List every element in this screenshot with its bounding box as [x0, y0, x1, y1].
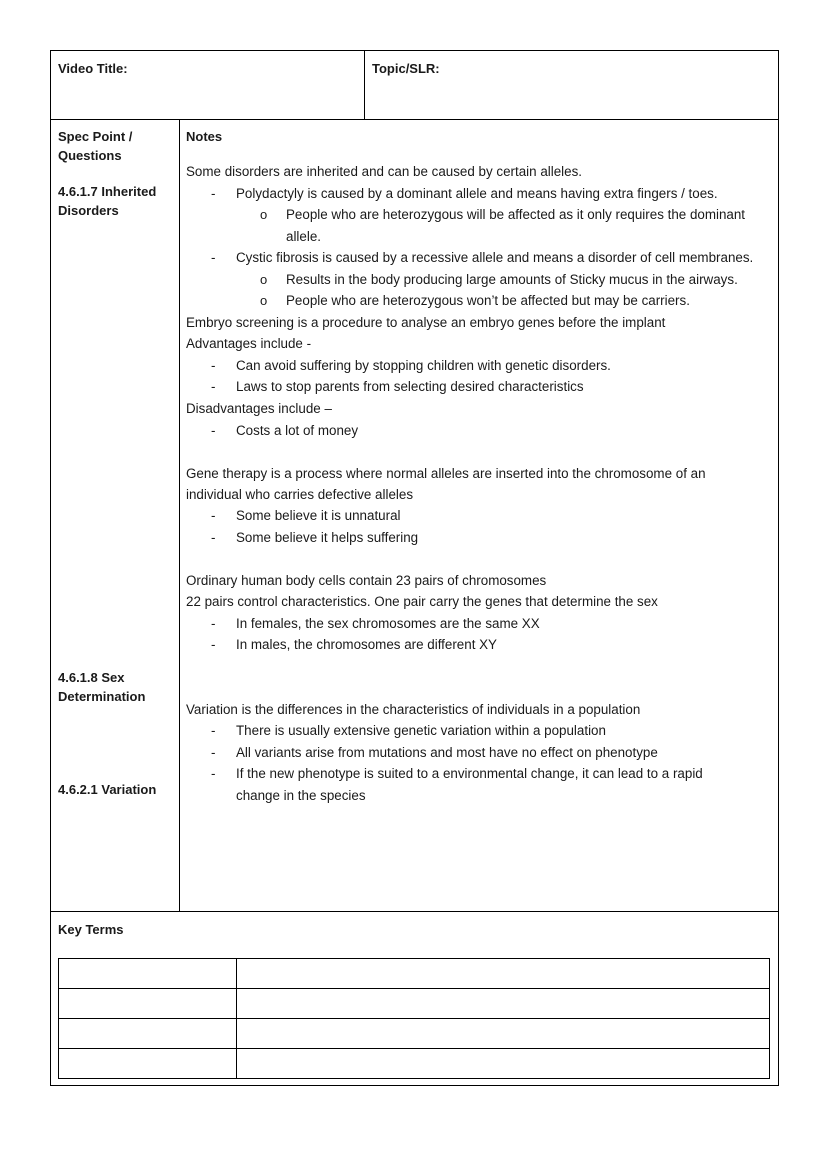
- circle-bullet: o: [260, 207, 268, 222]
- note-line: allele.: [286, 229, 321, 244]
- dash-bullet: -: [211, 186, 216, 201]
- note-line: Variation is the differences in the characteristics of individuals in a population: [186, 702, 641, 717]
- dash-bullet: -: [211, 508, 216, 523]
- note-line: If the new phenotype is suited to a environmental change, it can lead to a rapid: [236, 766, 703, 781]
- dash-bullet: -: [211, 358, 216, 373]
- key-term-cell[interactable]: [59, 1019, 237, 1049]
- definition-cell[interactable]: [237, 989, 770, 1019]
- note-line: Laws to stop parents from selecting desired characteristics: [236, 379, 584, 394]
- definition-cell[interactable]: [237, 1049, 770, 1079]
- note-line: Cystic fibrosis is caused by a recessive allele and means a disorder of cell membranes.: [236, 250, 754, 265]
- key-terms-table: [58, 958, 770, 1079]
- header-row: [51, 51, 778, 120]
- spec-point-heading: Spec Point / Questions: [58, 129, 133, 163]
- note-line: Costs a lot of money: [236, 423, 359, 438]
- spec-point-variation: 4.6.2.1 Variation: [58, 782, 157, 797]
- note-line: Some believe it is unnatural: [236, 508, 401, 523]
- dash-bullet: -: [211, 745, 216, 760]
- note-line: Ordinary human body cells contain 23 pairs of chromosomes: [186, 573, 547, 588]
- dash-bullet: -: [211, 423, 216, 438]
- note-line: Can avoid suffering by stopping children with genetic disorders.: [236, 358, 611, 373]
- note-line: Embryo screening is a procedure to analyse an embryo genes before the implant: [186, 315, 666, 330]
- table-row: [59, 989, 770, 1019]
- note-line: Some believe it helps suffering: [236, 530, 419, 545]
- worksheet-frame: [50, 50, 779, 1086]
- note-line: Polydactyly is caused by a dominant allele and means having extra fingers / toes.: [236, 186, 718, 201]
- key-terms-section: [51, 911, 778, 1087]
- definition-cell[interactable]: [237, 959, 770, 989]
- note-line: Advantages include -: [186, 336, 312, 351]
- note-line: In females, the sex chromosomes are the same XX: [236, 616, 540, 631]
- note-line: People who are heterozygous will be affected as it only requires the dominant: [286, 207, 746, 222]
- note-line: People who are heterozygous won’t be affected but may be carriers.: [286, 293, 690, 308]
- dash-bullet: -: [211, 530, 216, 545]
- note-line: individual who carries defective alleles: [186, 487, 414, 502]
- table-row: [59, 1019, 770, 1049]
- notes-heading: Notes: [186, 129, 223, 144]
- note-line: Disadvantages include –: [186, 401, 332, 416]
- table-row: [59, 959, 770, 989]
- topic-label: Topic/SLR:: [372, 61, 440, 76]
- note-line: There is usually extensive genetic variation within a population: [236, 723, 606, 738]
- note-line: 22 pairs control characteristics. One pair carry the genes that determine the sex: [186, 594, 658, 609]
- note-line: All variants arise from mutations and most have no effect on phenotype: [236, 745, 658, 760]
- table-row: [59, 1049, 770, 1079]
- spec-point-sex-determination: 4.6.1.8 Sex Determination: [58, 670, 146, 704]
- key-term-cell[interactable]: [59, 959, 237, 989]
- dash-bullet: -: [211, 250, 216, 265]
- note-line: Results in the body producing large amounts of Sticky mucus in the airways.: [286, 272, 738, 287]
- dash-bullet: -: [211, 379, 216, 394]
- dash-bullet: -: [211, 723, 216, 738]
- dash-bullet: -: [211, 637, 216, 652]
- spec-point-inherited: 4.6.1.7 Inherited Disorders: [58, 184, 157, 218]
- dash-bullet: -: [211, 616, 216, 631]
- header-divider: [364, 51, 365, 119]
- note-line: Gene therapy is a process where normal alleles are inserted into the chromosome of an: [186, 466, 706, 481]
- circle-bullet: o: [260, 272, 268, 287]
- note-line: In males, the chromosomes are different XY: [236, 637, 497, 652]
- key-term-cell[interactable]: [59, 989, 237, 1019]
- key-term-cell[interactable]: [59, 1049, 237, 1079]
- circle-bullet: o: [260, 293, 268, 308]
- video-title-label: Video Title:: [58, 61, 128, 76]
- note-line: change in the species: [236, 788, 366, 803]
- note-line: Some disorders are inherited and can be caused by certain alleles.: [186, 164, 582, 179]
- dash-bullet: -: [211, 766, 216, 781]
- definition-cell[interactable]: [237, 1019, 770, 1049]
- key-terms-label: Key Terms: [58, 922, 124, 937]
- spec-point-column: [51, 119, 180, 911]
